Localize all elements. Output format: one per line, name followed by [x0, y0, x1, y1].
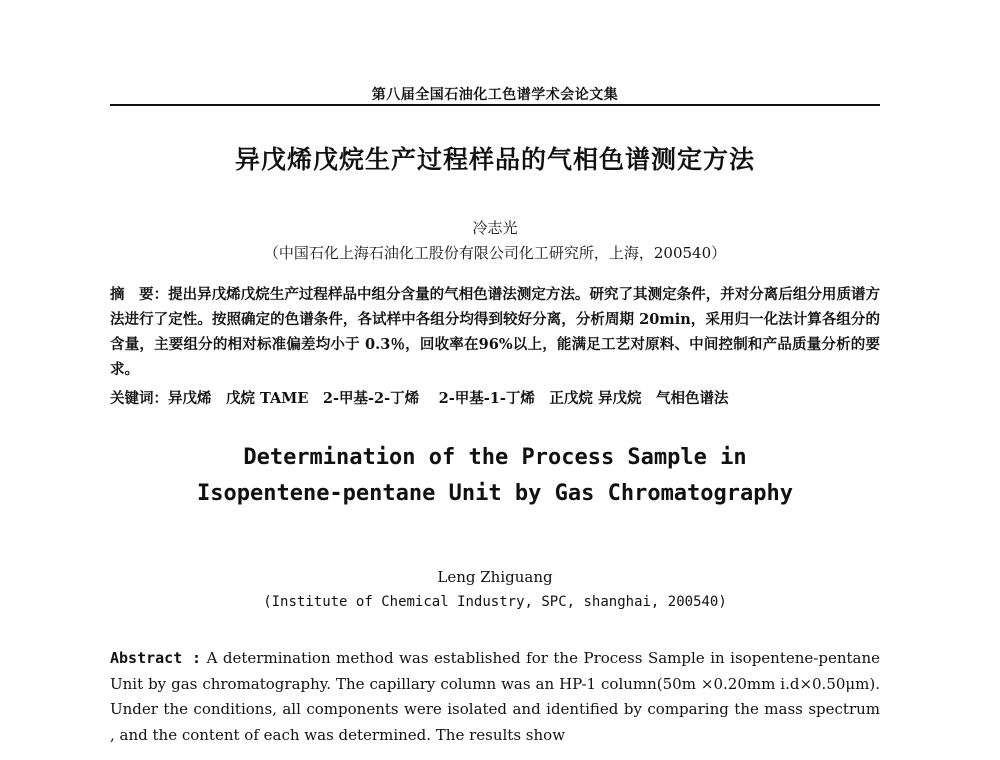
running-header: 第八届全国石油化工色谱学术会论文集: [371, 87, 619, 103]
english-abstract: [110, 646, 880, 748]
chinese-abstract-label: 摘 要：: [110, 286, 169, 303]
english-author: Leng Zhiguang: [437, 568, 553, 586]
english-title: [110, 440, 880, 512]
chinese-affiliation: （中国石化上海石油化工股份有限公司化工研究所，上海，200540）: [263, 244, 727, 262]
english-title-line-2: Isopentene-pentane Unit by Gas Chromatography: [196, 481, 794, 506]
chinese-keywords-label: 关键词：: [110, 390, 168, 407]
english-affiliation: (Institute of Chemical Industry, SPC, shanghai, 200540): [263, 594, 727, 610]
header-rule: [110, 104, 880, 106]
chinese-abstract: [110, 282, 880, 382]
english-abstract-text: A determination method was established for the Process Sample in isopentene-pentane Unit by gas chromatography. The capillary column was an HP-1 column(50m ×0.20mm i.d×0.50μm). Under the conditions, all components were isolated and identified by comparing the mass spectrum , and the content of each was determined. The results show: [110, 649, 880, 744]
chinese-author: 冷志光: [472, 219, 518, 237]
english-title-line-1: Determination of the Process Sample in: [243, 445, 747, 470]
chinese-keywords: [110, 386, 880, 411]
chinese-abstract-text: 提出异戊烯戊烷生产过程样品中组分含量的气相色谱法测定方法。研究了其测定条件，并对分离后组分用质谱方法进行了定性。按照确定的色谱条件，各试样中各组分均得到较好分离，分析周期 20min，采用归一化法计算各组分的含量，主要组分的相对标准偏差均小于 0.3％，回收率在96%以上，能满足工艺对原料、中间控制和产品质量分析的要求。: [110, 286, 881, 378]
english-abstract-label: Abstract :: [110, 649, 202, 667]
chinese-keywords-text: 异戊烯 戊烷 TAME 2-甲基-2-丁烯 2-甲基-1-丁烯 正戊烷 异戊烷 气相色谱法: [168, 390, 729, 407]
chinese-title: 异戊烯戊烷生产过程样品的气相色谱测定方法: [234, 145, 755, 174]
